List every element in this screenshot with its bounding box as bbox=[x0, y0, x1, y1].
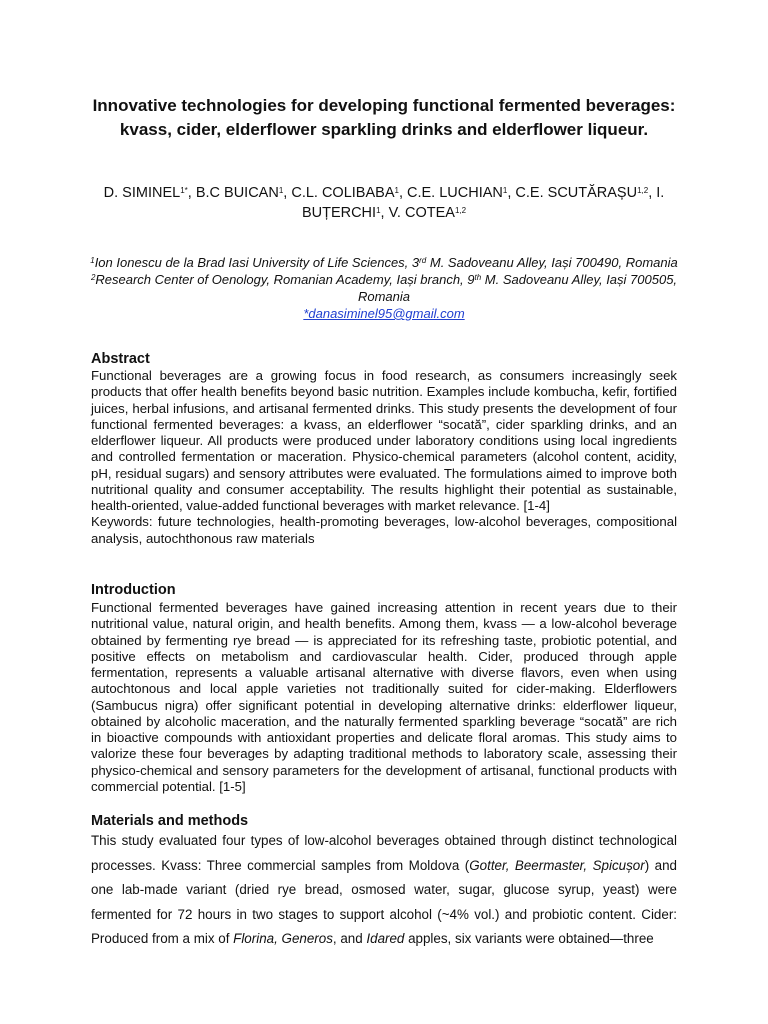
methods-body bbox=[91, 829, 677, 952]
email-link[interactable]: *danasiminel95@gmail.com bbox=[303, 306, 465, 321]
author: C.E. SCUTĂRAȘU$^{1,2}$, bbox=[515, 185, 657, 201]
introduction-heading: Introduction bbox=[91, 582, 176, 598]
author: C.L. COLIBABA$^1$, bbox=[291, 185, 408, 201]
abstract-body bbox=[91, 368, 677, 547]
author: V. COTEA$^{1,2}$ bbox=[388, 205, 467, 221]
author: C.E. LUCHIAN$^1$, bbox=[407, 185, 516, 201]
author: I. BUȚERCHI$^1$, bbox=[301, 185, 665, 221]
author: D. $SIMINEL^{1*}$, bbox=[103, 185, 196, 201]
keywords: Keywords: future technologies, health-promoting beverages, low-alcohol beverages, compositional analysis, autochthonous raw materials bbox=[91, 514, 677, 546]
affiliation-1: $^1$Ion Ionescu de la Brad Iasi University of Life Sciences, 3rd M. Sadoveanu Alley, Iași 700490, Romania bbox=[90, 255, 678, 270]
methods-text: This study evaluated four types of low-alcohol beverages obtained through distinct technological processes. Kvass: Three commercial samples from Moldova (Gotter, Beermaster, Spicușor) and one lab-made variant (dried rye bread, osmosed water, sugar, glucose syrup, yeast) were fermented for 72 hours in two stages to support alcohol (~4% vol.) and probiotic content. Cider: Produced from a mix of Florina, Generos, and Idared apples, six variants were obtained—three bbox=[91, 833, 677, 946]
methods-heading: Materials and methods bbox=[91, 813, 249, 829]
affiliations bbox=[90, 254, 678, 322]
paper-title: Innovative technologies for developing functional fermented beverages: kvass, cider, elderflower sparkling drinks and elderflower liqueur. bbox=[92, 96, 676, 139]
author-list bbox=[70, 183, 698, 223]
affiliation-2: $^2$Research Center of Oenology, Romanian Academy, Iași branch, 9th M. Sadoveanu Alley, Iași 700505, Romania bbox=[90, 272, 678, 304]
abstract-text: Functional beverages are a growing focus in food research, as consumers increasingly seek products that offer health benefits beyond basic nutrition. Examples include kombucha, kefir, fortified juices, herbal infusions, and artisanal fermented drinks. This study presents the development of four functional fermented beverages: a kvass, an elderflower “socată”, cider sparkling drinks, and an elderflower liqueur. All products were produced under laboratory conditions using local ingredients and controlled fermentation or maceration. Physico-chemical parameters (alcohol content, acidity, pH, residual sugars) and sensory attributes were evaluated. The formulations aimed to improve both nutritional quality and consumer acceptability. The results highlight their potential as sustainable, health-oriented, value-added functional beverages with market relevance. [1-4] bbox=[91, 368, 677, 513]
introduction-text: Functional fermented beverages have gained increasing attention in recent years due to their nutritional value, natural origin, and health benefits. Among them, kvass — a low-alcohol beverage obtained by fermenting rye bread — is appreciated for its refreshing taste, probiotic potential, and positive effects on metabolism and cardiovascular health. Cider, produced through apple fermentation, represents a valuable artisanal alternative with diverse flavors, even when using autochtonous and local apple varieties not traditionally suited for cider-making. Elderflowers (Sambucus nigra) offer significant potential in developing alternative drinks: elderflower liqueur, obtained by alcoholic maceration, and the naturally fermented sparkling beverage “socată” are rich in bioactive compounds with antioxidant properties and delicate floral aromas. This study aims to valorize these four beverages by adapting traditional methods to laboratory scale, assessing their physico-chemical and sensory parameters for the development of artisanal, functional products with commercial potential. [1-5] bbox=[91, 600, 677, 794]
author: B.C BUICAN$^1$, bbox=[195, 185, 292, 201]
abstract-heading: Abstract bbox=[91, 351, 150, 367]
introduction-body bbox=[91, 600, 677, 795]
